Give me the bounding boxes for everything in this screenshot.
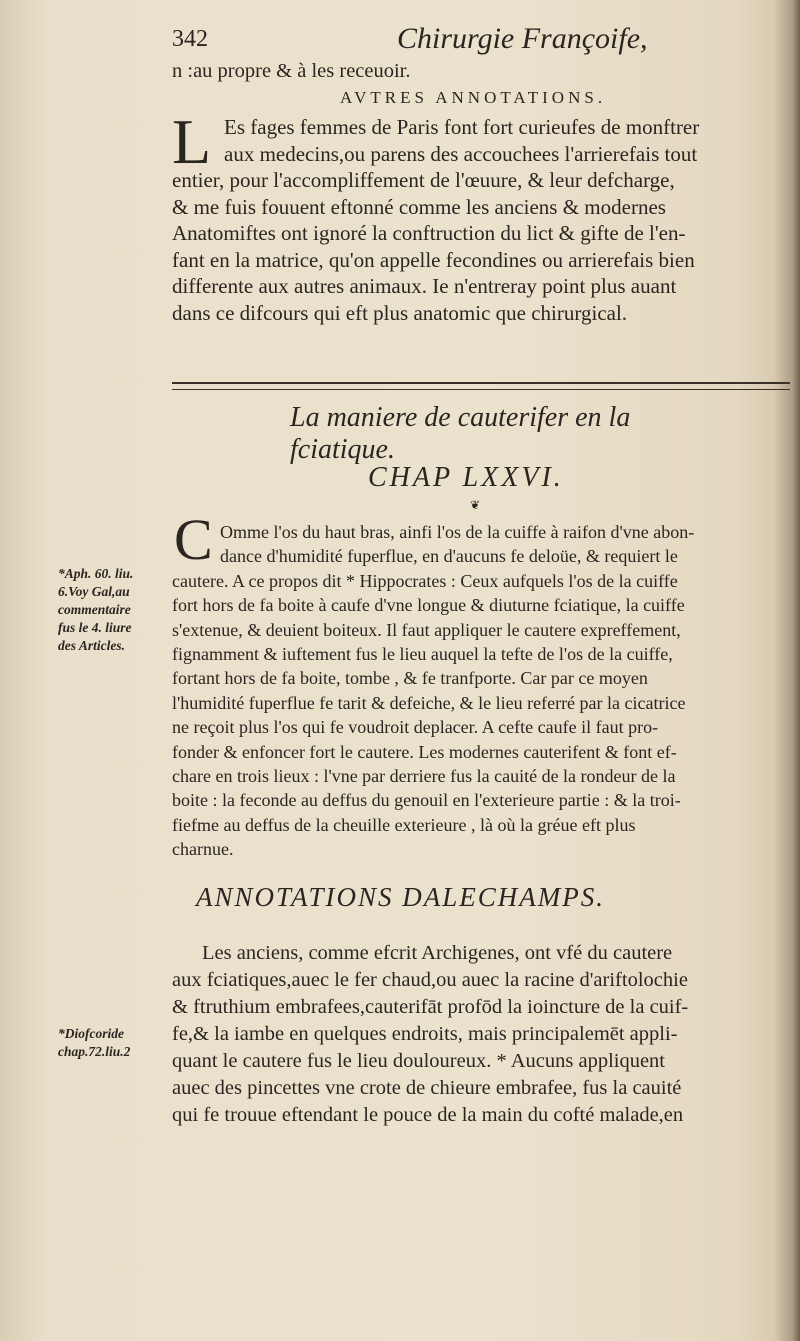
dropcap-l: L	[172, 106, 212, 177]
text-line: chare en trois lieux : l'vne par derriere fus la cauité de la rondeur de la	[172, 766, 676, 787]
text-line: Les anciens, comme efcrit Archigenes, ont vfé du cautere	[202, 942, 673, 964]
text-line: quant le cautere fus le lieu douloureux. * Aucuns appliquent	[172, 1050, 666, 1072]
page-number: 342	[172, 26, 208, 52]
text-line: fe,& la iambe en quelques endroits, mais principalemēt appli-	[172, 1023, 678, 1045]
text-line: cautere. A ce propos dit * Hippocrates : Ceux aufquels l'os de la cuiffe	[172, 570, 678, 591]
fleuron-ornament-icon: ❦	[470, 498, 481, 512]
dalechamps-heading: ANNOTATIONS DALECHAMPS.	[196, 882, 606, 912]
text-line: Omme l'os du haut bras, ainfi l'os de la cuiffe à raifon d'vne abon-	[220, 522, 695, 542]
text-line: fonder & enfoncer fort le cautere. Les modernes cauterifent & font ef-	[172, 741, 677, 762]
text-line: s'extenue, & deuient boiteux. Il faut appliquer le cautere expreffement,	[172, 619, 681, 640]
text-line: entier, pour l'accompliffement de l'œuure, & leur defcharge,	[172, 168, 675, 192]
text-line: fiefme au deffus de la cheuille exterieure , là où la gréue eft plus	[172, 814, 636, 835]
paragraph-annotations	[172, 106, 784, 326]
text-line: dance d'humidité fuperflue, en d'aucuns fe deloüe, & requiert le	[220, 546, 678, 567]
section-divider	[172, 382, 790, 390]
text-line: aux medecins,ou parens des accouchees l'arrierefais tout	[224, 141, 698, 166]
section-title: La maniere de cauterifer en la fciatique.	[290, 402, 631, 465]
paragraph-chapter	[172, 520, 784, 862]
annotations-heading: AVTRES ANNOTATIONS.	[340, 88, 607, 107]
text-line: fortant hors de fa boite, tombe , & fe tranfporte. Car par ce moyen	[172, 668, 648, 689]
margin-note	[58, 1025, 170, 1061]
running-title: Chirurgie Françoife,	[397, 22, 648, 55]
margin-note	[58, 565, 170, 655]
text-line: ne reçoit plus l'os qui fe voudroit deplacer. A cefte caufe il faut pro-	[172, 717, 659, 738]
margin-note-line: *Diofcoride	[58, 1026, 124, 1041]
text-line: aux fciatiques,auec le fer chaud,ou auec la racine d'ariftolochie	[172, 969, 688, 991]
text-line: fant en la matrice, qu'on appelle fecondines ou arrierefais bien	[172, 247, 695, 272]
margin-note-line: 6.Voy Gal,au	[58, 584, 130, 599]
text-line: & me fuis fouuent eftonné comme les anciens & modernes	[172, 194, 666, 219]
text-line: charnue.	[172, 839, 234, 860]
text-line: n :au propre & à les receuoir.	[172, 60, 411, 82]
paragraph-dalechamps	[172, 940, 784, 1129]
text-line: auec des pincettes vne crote de chieure embrafee, fus la cauité	[172, 1077, 682, 1099]
margin-note-line: fus le 4. liure	[58, 620, 132, 635]
margin-note-line: commentaire	[58, 602, 131, 617]
page-header	[172, 22, 782, 62]
text-line: qui fe trouue eftendant le pouce de la main du cofté malade,en	[172, 1104, 684, 1126]
dropcap-c: C	[174, 507, 213, 572]
chapter-title: CHAP LXXVI.	[368, 462, 564, 493]
text-line: fort hors de fa boite à caufe d'vne longue & diuturne fciatique, la cuiffe	[172, 595, 685, 616]
text-line: l'humidité fuperflue fe tarit & defeiche, & le lieu referré par la cicatrice	[172, 692, 686, 713]
text-line: dans ce difcours qui eft plus anatomic que chirurgical.	[172, 300, 628, 325]
text-line: & ftruthium embrafees,cauterifāt profōd la ioincture de la cuif-	[172, 996, 689, 1018]
text-line: boite : la feconde au deffus du genouil en l'exterieure partie : & la troi-	[172, 790, 681, 811]
text-line: differente aux autres animaux. Ie n'entreray point plus auant	[172, 274, 677, 298]
margin-note-line: chap.72.liu.2	[58, 1044, 131, 1059]
text-line: Es fages femmes de Paris font fort curieufes de monftrer	[224, 115, 700, 139]
text-line: fignamment & iuftement fus le lieu auquel la tefte de l'os de la cuiffe,	[172, 644, 673, 665]
continuation-line	[172, 58, 784, 84]
text-line: Anatomiftes ont ignoré la conftruction du lict & gifte de l'en-	[172, 221, 686, 245]
margin-note-line: des Articles.	[58, 638, 125, 653]
margin-note-line: *Aph. 60. liu.	[58, 566, 134, 581]
